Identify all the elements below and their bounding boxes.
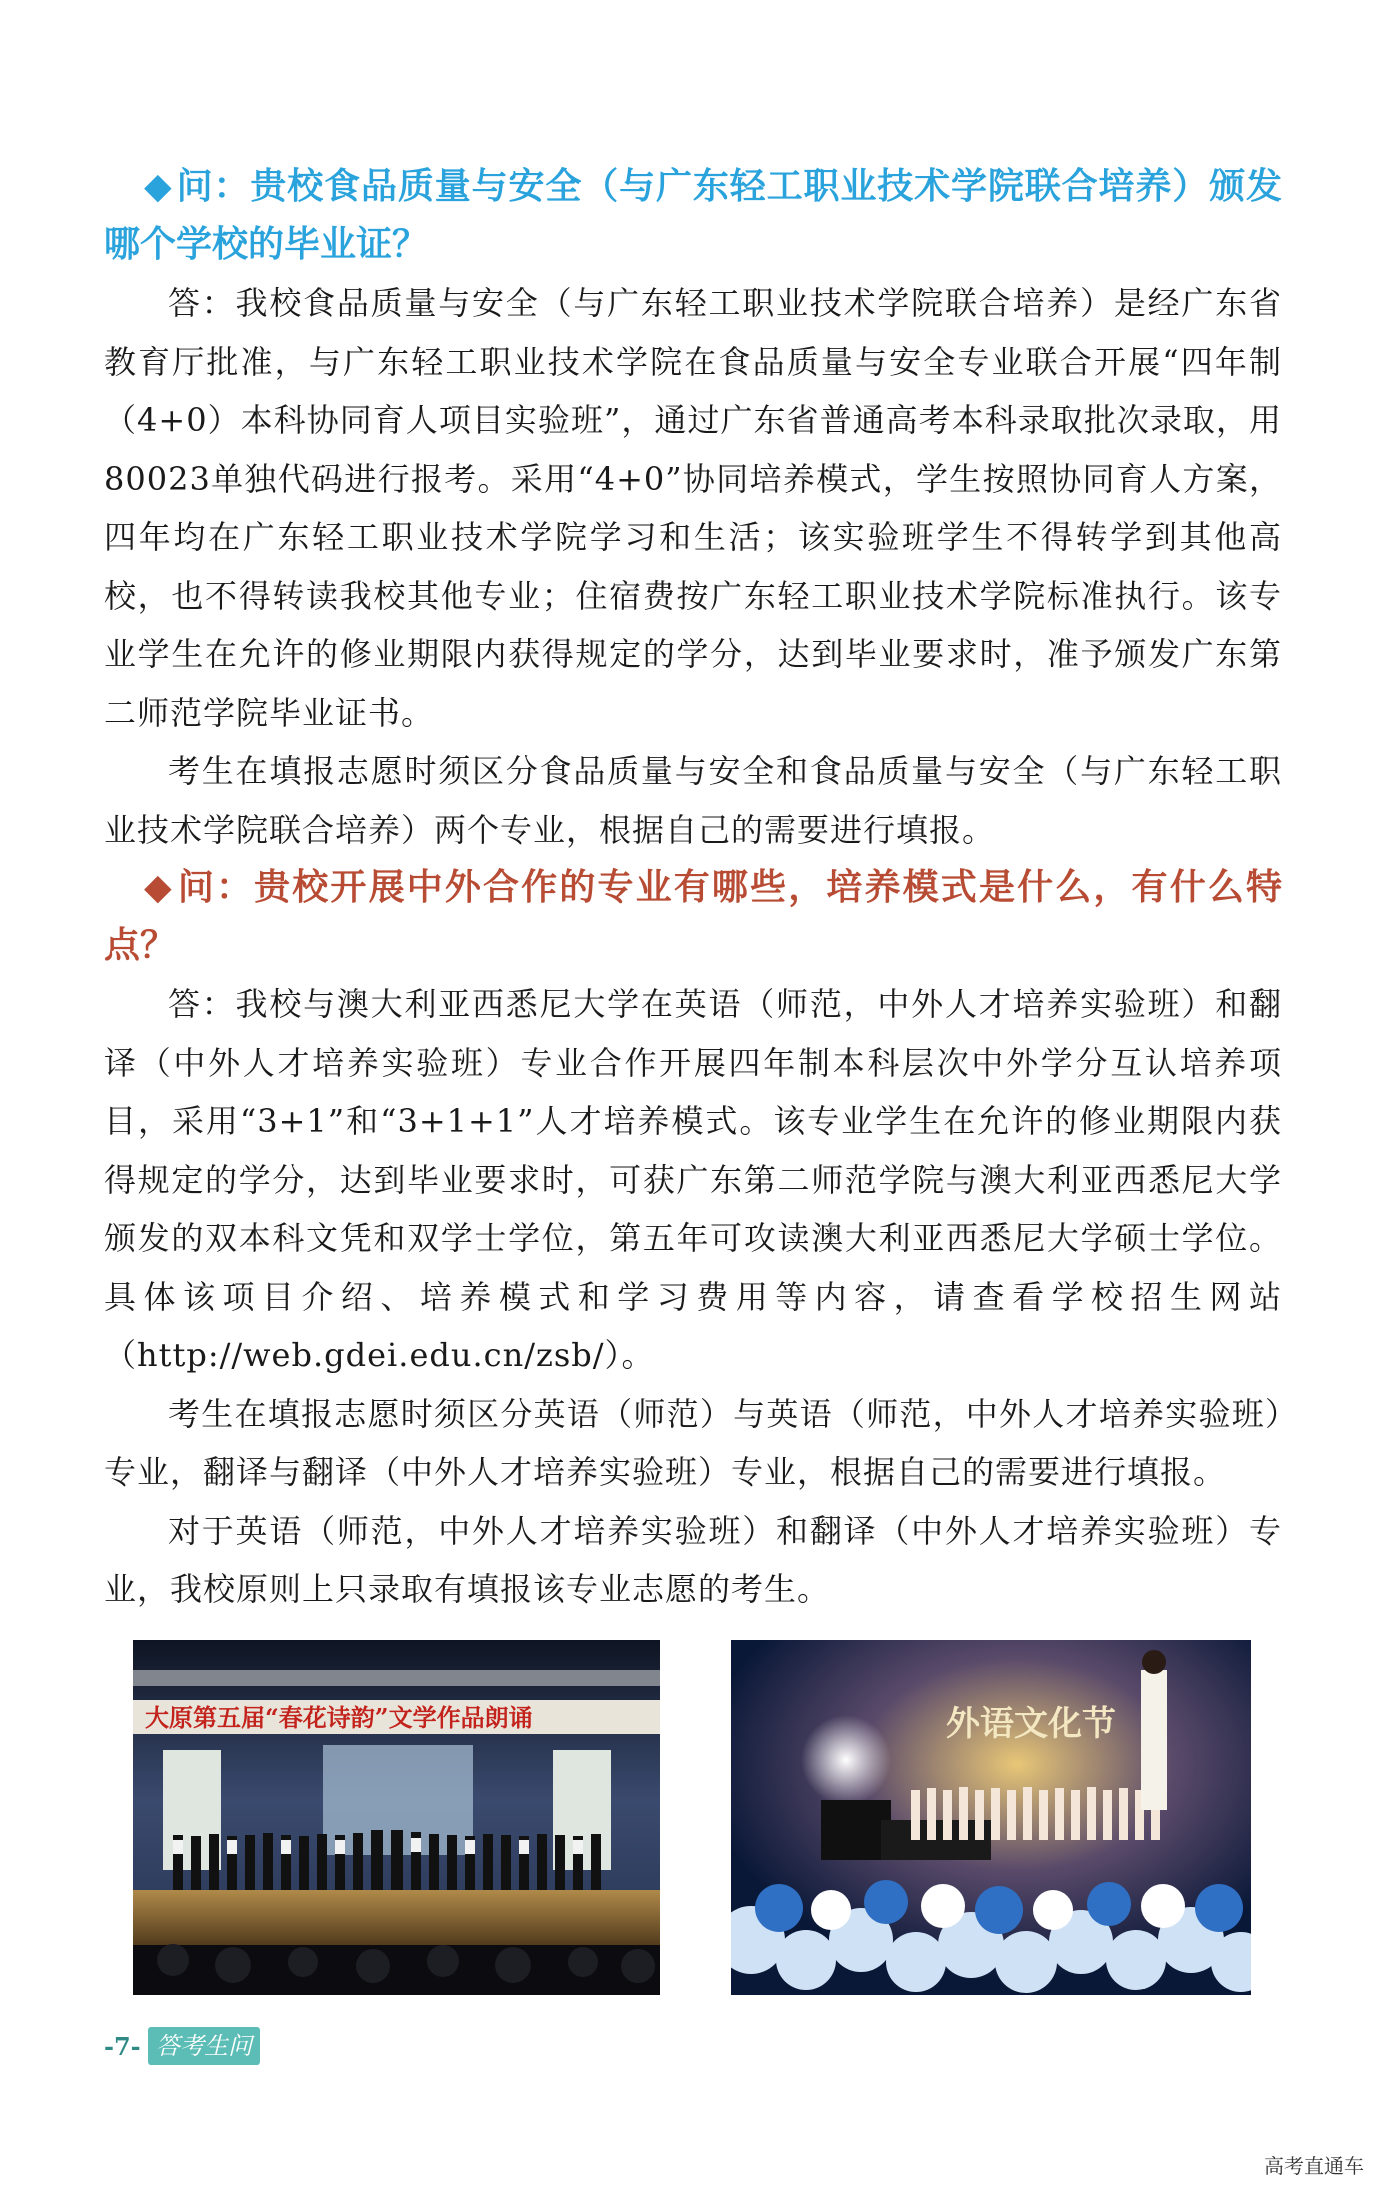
answer-paragraph: 对于英语（师范，中外人才培养实验班）和翻译（中外人才培养实验班）专业，我校原则上只录取有填报该专业志愿的考生。 [104, 1511, 1282, 1608]
language-festival-photo [731, 1640, 1251, 1995]
answer-paragraph: 考生在填报志愿时须区分英语（师范）与英语（师范，中外人才培养实验班）专业，翻译与翻译（中外人才培养实验班）专业，根据自己的需要进行填报。 [104, 1394, 1282, 1491]
answer-paragraph: 考生在填报志愿时须区分食品质量与安全和食品质量与安全（与广东轻工职业技术学院联合培养）两个专业，根据自己的需要进行填报。 [104, 752, 1282, 849]
question-heading [104, 158, 1282, 274]
watermark: 高考直通车 [1264, 2154, 1364, 2178]
recitation-performance-photo [133, 1640, 660, 1995]
question-text: 问：贵校开展中外合作的专业有哪些，培养模式是什么，有什么特点？ [104, 867, 1282, 966]
page-number: -7- [104, 2032, 141, 2061]
answer-paragraph: 答：我校食品质量与安全（与广东轻工职业技术学院联合培养）是经广东省教育厅批准，与广东轻工职业技术学院在食品质量与安全专业联合开展“四年制（4+0）本科协同育人项目实验班”，通过广东省普通高考本科录取批次录取，用80023单独代码进行报考。采用“4+0”协同培养模式，学生按照协同育人方案，四年均在广东轻工职业技术学院学习和生活；该实验班学生不得转学到其他高校，也不得转读我校其他专业；住宿费按广东轻工职业技术学院标准执行。该专业学生在允许的修业期限内获得规定的学分，达到毕业要求时，准予颁发广东第二师范学院毕业证书。 [104, 284, 1282, 732]
banner-text: 外语文化节 [946, 1704, 1116, 1744]
answer-paragraph: 答：我校与澳大利亚西悉尼大学在英语（师范，中外人才培养实验班）和翻译（中外人才培养实验班）专业合作开展四年制本科层次中外学分互认培养项目，采用“3+1”和“3+1+1”人才培养模式。该专业学生在允许的修业期限内获得规定的学分，达到毕业要求时，可获广东第二师范学院与澳大利亚西悉尼大学颁发的双本科文凭和双学士学位，第五年可攻读澳大利亚西悉尼大学硕士学位。具体该项目介绍、培养模式和学习费用等内容，请查看学校招生网站（http://web.gdei.edu.cn/zsb/）。 [104, 985, 1282, 1374]
diamond-bullet-icon: ◆ [144, 867, 174, 908]
section-tag: 答考生问 [148, 2027, 260, 2065]
question-text: 问：贵校食品质量与安全（与广东轻工职业技术学院联合培养）颁发哪个学校的毕业证？ [104, 166, 1282, 265]
question-heading [104, 859, 1282, 975]
diamond-bullet-icon: ◆ [144, 166, 173, 207]
banner-text: 大原第五届“春花诗韵”文学作品朗诵 [145, 1703, 533, 1732]
page-content [104, 158, 1282, 1619]
